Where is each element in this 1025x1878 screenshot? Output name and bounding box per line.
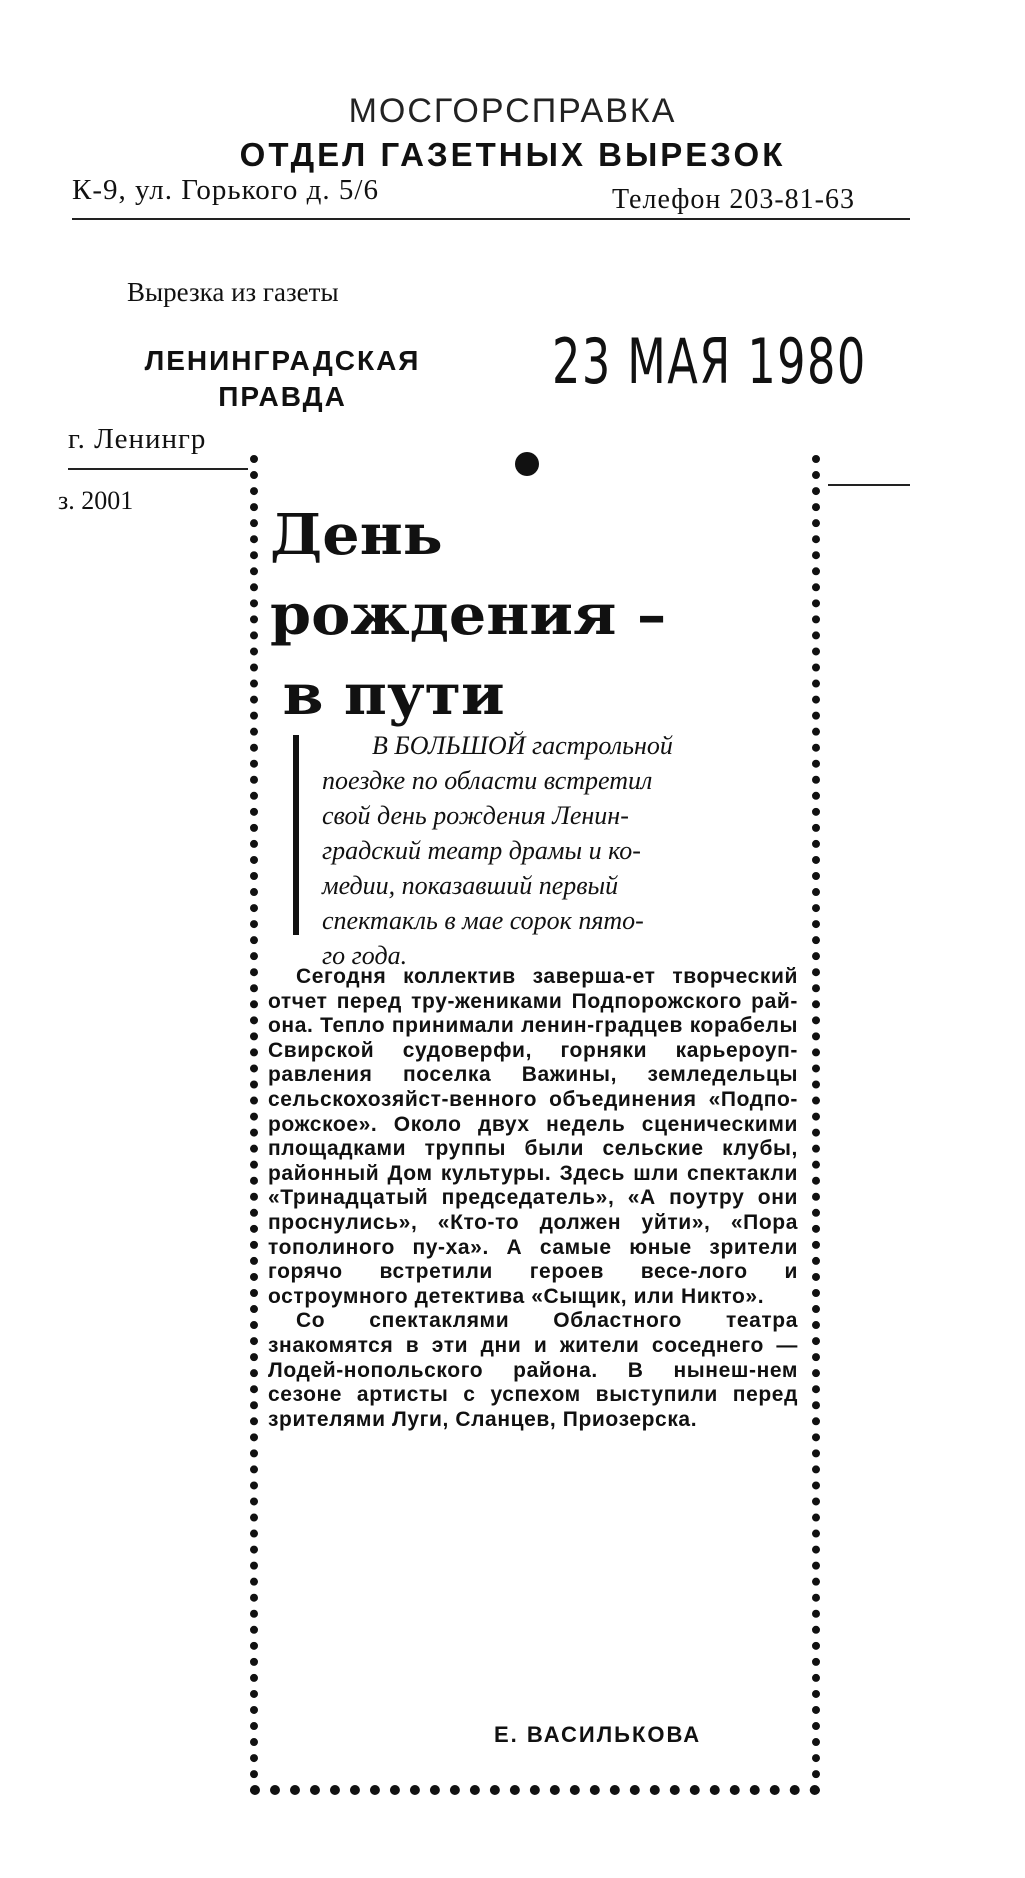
lead-vertical-bar [293,735,299,935]
cut-from-label: Вырезка из газеты [127,277,339,307]
bureau-phone: Телефон 203-81-63 [612,184,855,215]
lead-line: градский театр драмы и ко- [322,836,641,865]
lead-line: медии, показавший первый [322,871,619,900]
article-headline [270,495,666,735]
bureau-address: К-9, ул. Горького д. 5/6 [72,174,379,206]
newspaper-name-line2: ПРАВДА [218,381,347,412]
lead-line: поездке по области встретил [322,766,653,795]
city-divider [68,468,248,470]
headline-line-2: рождения – [270,582,667,648]
lead-line: го года. [322,941,408,970]
issue-number: з. 2001 [58,486,134,515]
bureau-name: МОСГОРСПРАВКА [348,92,677,130]
body-paragraph: Сегодня коллектив заверша-ет творческий отчет перед тру-жениками Подпорожского рай-она. Тепло принимали ленин-градцев корабелы Свирской судоверфи, горняки карьероуп-равления поселка Важины, земледельцы сельскохозяйст-венного объединения «Подпо-рожское». Около двух недель сценическими площадками труппы были сельские клубы, районный Дом культуры. Здесь шли спектакли «Тринадцатый председатель», «А поутру они проснулись», «Кто-то должен уйти», «Пора тополиного пу-ха». А самые юные зрители горячо встретили героев весе-лого и остроумного детектива «Сыщик, или Никто». [268,965,798,1308]
headline-line-3: в пути [282,662,505,728]
lead-line: В БОЛЬШОЙ гастрольной [372,731,673,760]
article-signature: Е. ВАСИЛЬКОВА [494,1722,702,1747]
bullet-dot [515,452,539,476]
newspaper-name [90,343,475,415]
right-divider [828,484,910,486]
date-stamp: 23 МАЯ 1980 [552,325,867,398]
article-body [268,965,798,1432]
department-name: ОТДЕЛ ГАЗЕТНЫХ ВЫРЕЗОК [239,136,786,173]
newspaper-name-line1: ЛЕНИНГРАДСКАЯ [144,345,421,376]
body-paragraph: Со спектаклями Областного театра знакомятся в эти дни и жители соседнего — Лодей-нопольского района. В нынеш-нем сезоне артисты с успехом выступили перед зрителями Луги, Сланцев, Приозерска. [268,1309,798,1431]
header-divider [72,218,910,220]
lead-line: свой день рождения Ленин- [322,801,629,830]
article-lead [322,728,802,973]
newspaper-city: г. Ленингр [68,423,207,455]
lead-line: спектакль в мае сорок пято- [322,906,644,935]
headline-line-1: День [270,502,443,568]
